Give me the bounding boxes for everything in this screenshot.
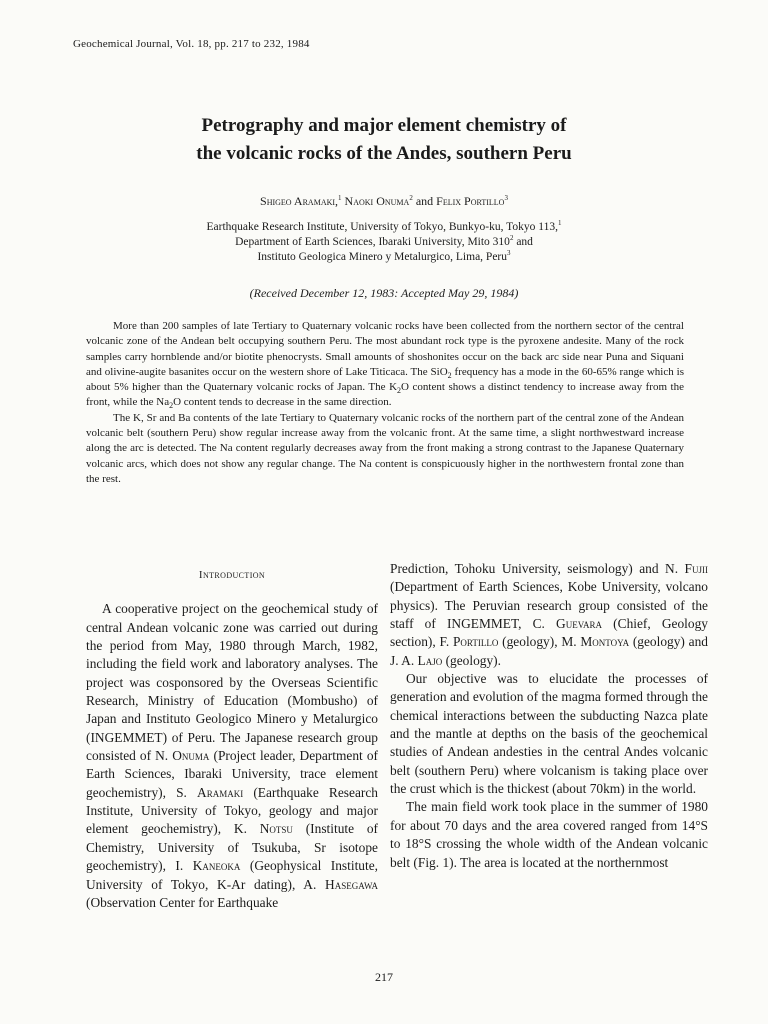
intro-text: (Observation Center for Earthquake [86,894,279,910]
body-column-left [86,560,378,912]
affiliation-2-text: Department of Earth Sciences, Ibaraki University, Mito 310 [235,236,510,248]
intro-paragraph-1 [86,600,378,912]
sio2-subscript: 2 [447,371,452,381]
author-3: Felix Portillo [436,194,505,208]
received-dates: (Received December 12, 1983: Accepted May 29, 1984) [249,286,519,300]
author-2-affil-mark: 2 [409,194,413,202]
abstract-paragraph-1 [86,319,684,411]
abstract-p1-text-c: O content shows a distinct tendency to increase away from the front, while the Na [86,381,684,409]
affiliation-1-text: Earthquake Research Institute, University of Tokyo, Bunkyo-ku, Tokyo 113, [206,221,558,233]
author-1: Shigeo Aramaki, [260,194,339,208]
intro-paragraph-1-continued [390,560,708,670]
affiliation-2 [0,235,768,250]
affiliation-2-mark: 2 [509,234,514,243]
name-guevara: Guevara [556,616,603,632]
journal-header: Geochemical Journal, Vol. 18, pp. 217 to 232, 1984 [73,38,310,50]
name-fujii: Fujii [684,561,708,576]
name-onuma: Onuma [172,748,210,764]
intro-text: (Project leader, Department of Earth Sciences, Ibaraki University, trace element geochemistry), S. [86,748,378,800]
abstract-paragraph-2: The K, Sr and Ba contents of the late Tertiary to Quaternary volcanic rocks of the northern part of the central zone of the Andean volcanic belt (southern Peru) show regular increase away from the volcanic front. At the same time, a slight northwestward increase along the arc is detected. The Na content regularly decreases away from the front making a strong contrast to the Japanese Quaternary volcanic arcs, which does not show any regular change. The Na content is conspicuously higher in the northwestern frontal zone than the rest. [86,411,684,485]
name-hasegawa: Hasegawa [325,876,378,892]
intro-paragraph-2: Our objective was to elucidate the processes of generation and evolution of the magma formed through the chemical interactions between the subducting Nazca plate and the mantle at depths on the basis of the geochemical studies of Andean andesties in the central Andes volcanic belt (southern Peru) where volcanism is taking place over the crust which is the thickest (about 70km) in the world. [390,671,708,797]
author-1-affil-mark: 1 [338,194,342,202]
intro-text: A cooperative project on the geochemical study of central Andean volcanic zone was carried out during the period from May, 1980 through March, 1982, including the field work and laboratory analyses. The project was cosponsored by the Overseas Scientific Research, Ministry of Education (Mombusho) of Japan and Instituto Geologico Minero y Metalurgico (INGEMMET) of Peru. The Japanese research group consisted of N. [86,601,378,764]
name-kaneoka: Kaneoka [192,858,241,874]
name-montoya: Montoya [580,634,630,650]
intro-paragraph-3: The main field work took place in the summer of 1980 for about 70 days and the area covered ranged from 14°S to 18°S crossing the whole width of the Andean volcanic belt (Fig. 1). The area is located at the northernmost [390,799,708,870]
name-aramaki: Aramaki [197,784,244,800]
title-line-2: the volcanic rocks of the Andes, southern Peru [196,143,572,164]
author-2: Naoki Onuma [344,194,410,208]
abstract-p1-text-b: frequency has a mode in the 60-65% range which is about 5% higher than the Quaternary volcanic rocks of Japan. The K [86,365,684,394]
intro-text: Prediction, Tohoku University, seismology) and N. [390,561,685,576]
intro-text: (Department of Earth Sciences, Kobe University, volcano physics). The Peruvian research group consisted of the staff of INGEMMET, C. [390,579,708,632]
author-list [0,194,768,209]
affiliation-2-and: and [513,236,533,248]
intro-text: (Chief, Geology section), F. [390,616,708,650]
intro-text: (geology) and J. A. [390,634,708,668]
affiliation-1 [0,220,768,235]
affiliation-3 [0,250,768,265]
na2o-subscript: 2 [169,401,174,411]
abstract-p1-text-a: More than 200 samples of late Tertiary to Quaternary volcanic rocks have been collected from the northern sector of the central volcanic zone of the Andean belt occupying southern Peru. The most abundant rock type is the pyroxene andesite. Many of the rock samples carry hornblende and/or biotite phenocrysts. Small amounts of shoshonites occur on the back arc side near Puna and Siquani and olivine-augite basanites occur on the western shore of Lake Titicaca. The SiO [86,320,684,378]
author-and: and [415,194,434,208]
author-3-affil-mark: 3 [504,194,508,202]
affiliation-3-mark: 3 [507,249,511,258]
page-number: 217 [375,970,393,984]
paper-title [60,112,708,168]
section-heading-introduction: Introduction [198,569,266,581]
name-lajo: Lajo [417,652,443,668]
abstract-p1-text-d: O content tends to decrease in the same direction. [173,396,392,409]
affiliation-3-text: Instituto Geologica Minero y Metalurgico, Lima, Peru [257,251,508,263]
name-portillo: Portillo [452,634,499,650]
intro-text: (geology), M. [498,634,581,650]
intro-text: (geology). [442,652,501,668]
title-line-1: Petrography and major element chemistry of [201,115,567,136]
intro-text: (Institute of Chemistry, University of Tsukuba, Sr isotope geochemistry), I. [86,821,379,874]
k2o-subscript: 2 [397,386,402,396]
affiliations [0,220,768,265]
abstract [86,319,684,487]
intro-text: (Earthquake Research Institute, University of Tokyo, geology and major element geochemistry), K. [86,784,378,837]
affiliation-1-mark: 1 [557,219,562,228]
intro-text: (Geophysical Institute, University of Tokyo, K-Ar dating), A. [86,858,379,892]
body-column-right [390,560,708,872]
name-notsu: Notsu [259,821,293,837]
